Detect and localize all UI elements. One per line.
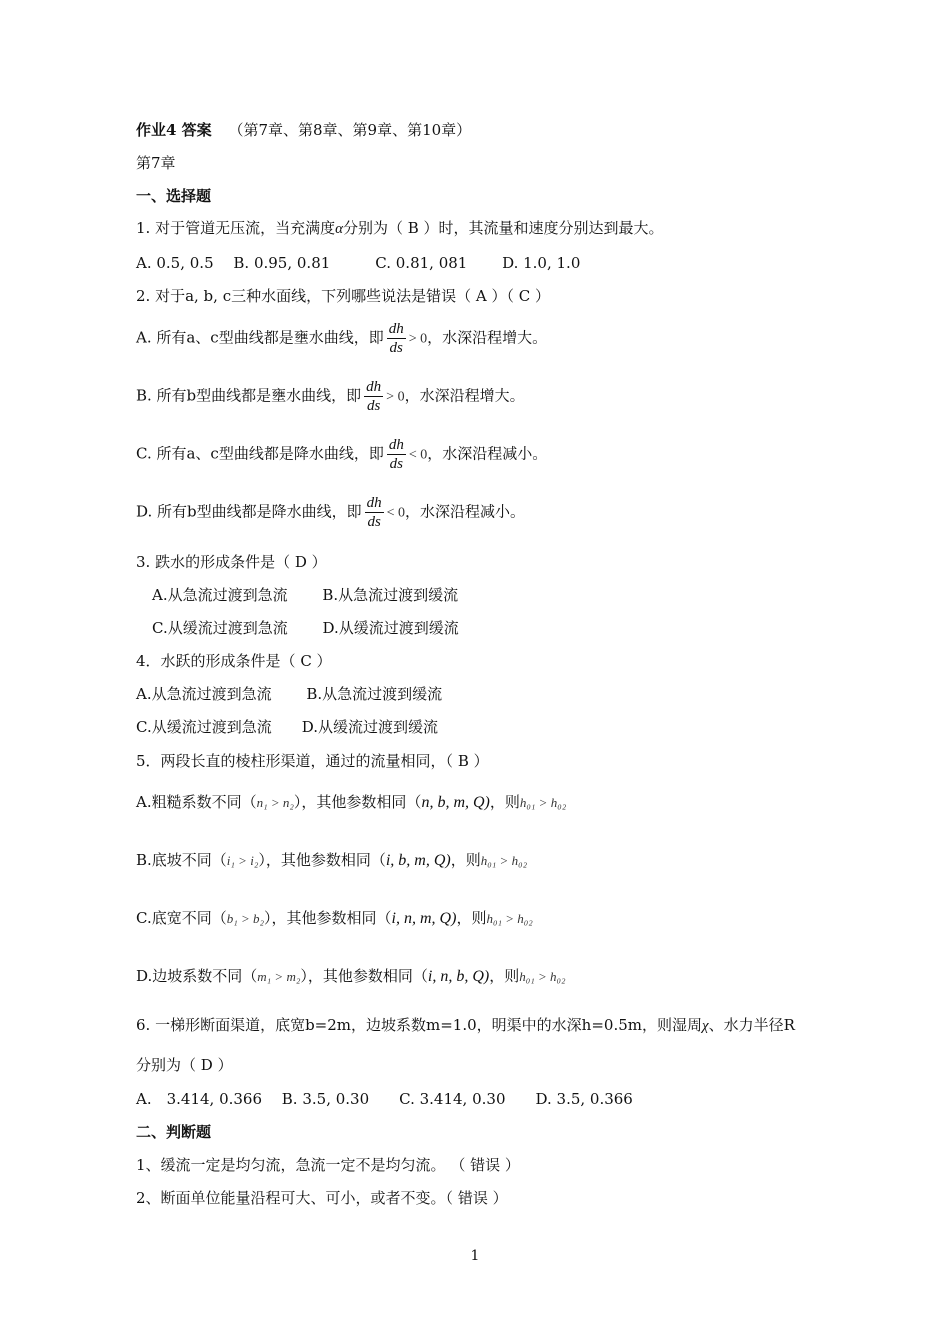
q4-options-cd: C.从缓流过渡到急流 D.从缓流过渡到缓流 xyxy=(136,718,438,736)
q1-options: A. 0.5, 0.5 B. 0.95, 0.81 C. 0.81, 081 D. 1.0, 1.0 xyxy=(136,254,581,272)
q5-b-text2: ），其他参数相同（ xyxy=(258,851,386,869)
q2-option-c xyxy=(136,436,547,473)
question-5: 5．两段长直的棱柱形渠道，通过的流量相同，（ B ） xyxy=(136,752,489,770)
q5-c-text2: ），其他参数相同（ xyxy=(264,909,392,927)
judge-item-1: 1、缓流一定是均匀流，急流一定不是均匀流。 （ 错误 ） xyxy=(136,1156,520,1174)
fraction-numerator: dh xyxy=(388,437,404,453)
q5-d-text: D.边坡系数不同（ xyxy=(136,967,258,985)
fraction-numerator: dh xyxy=(366,495,382,511)
q5-a-text: A.粗糙系数不同（ xyxy=(136,793,257,811)
q2-d-conclusion: ，水深沿程减小。 xyxy=(405,502,526,521)
q2-c-conclusion: ，水深沿程减小。 xyxy=(427,444,548,463)
question-3: 3. 跌水的形成条件是（ D ） xyxy=(136,553,327,571)
judge-item-2: 2、断面单位能量沿程可大、可小，或者不变。（ 错误 ） xyxy=(136,1189,508,1207)
question-4: 4．水跃的形成条件是（ C ） xyxy=(136,652,332,670)
q5-d-params: i, n, b, Q) xyxy=(427,968,490,985)
comparison: > 0 xyxy=(408,331,428,347)
q5-d-condition: m₁ > m₂ xyxy=(257,969,301,984)
comparison: > 0 xyxy=(386,389,405,405)
q5-b-params: i, b, m, Q) xyxy=(385,852,451,869)
q5-b-then: ，则 xyxy=(450,851,481,869)
dh-ds-fraction xyxy=(387,436,406,473)
title-main: 作业4 答案 xyxy=(136,121,212,139)
q5-c-params: i, n, m, Q) xyxy=(391,910,457,927)
q5-c-condition: b₁ > b₂ xyxy=(226,911,265,926)
question-1 xyxy=(136,218,664,239)
q2-option-a xyxy=(136,320,547,357)
chapter-heading: 第7章 xyxy=(136,154,176,172)
q6-options: A. 3.414, 0.366 B. 3.5, 0.30 C. 3.414, 0.30 D. 3.5, 0.366 xyxy=(136,1090,633,1108)
section-judge-heading: 二、判断题 xyxy=(136,1123,212,1141)
fraction-denominator: ds xyxy=(367,398,381,414)
q5-a-params: n, b, m, Q) xyxy=(421,794,490,811)
dh-ds-fraction xyxy=(364,378,383,415)
q5-d-then: ，则 xyxy=(489,967,520,985)
q2-b-conclusion: ，水深沿程增大。 xyxy=(404,386,525,405)
q1-rest: 分别为（ B ）时，其流量和速度分别达到最大。 xyxy=(342,219,664,237)
comparison: < 0 xyxy=(386,505,406,521)
q2-option-d xyxy=(136,494,525,531)
q5-c-text: C.底宽不同（ xyxy=(136,909,227,927)
fraction-numerator: dh xyxy=(366,379,382,395)
q5-option-c xyxy=(136,908,533,929)
q5-d-text2: ），其他参数相同（ xyxy=(300,967,428,985)
q5-b-text: B.底坡不同（ xyxy=(136,851,227,869)
alpha-symbol: α xyxy=(335,221,343,237)
h-comparison: h₀₁ > h₀₂ xyxy=(519,795,567,810)
q5-a-text2: ），其他参数相同（ xyxy=(293,793,422,811)
q5-option-a xyxy=(136,792,566,813)
document-title xyxy=(136,120,471,140)
q2-option-b xyxy=(136,378,525,415)
q2-a-conclusion: ，水深沿程增大。 xyxy=(427,328,548,347)
fraction-denominator: ds xyxy=(367,514,381,530)
question-6 xyxy=(136,1015,795,1036)
q5-a-then: ，则 xyxy=(489,793,520,811)
q2-b-text: B. 所有b型曲线都是壅水曲线，即 xyxy=(136,386,362,405)
q1-text: 1. 对于管道无压流，当充满度 xyxy=(136,219,336,237)
q4-options-ab: A.从急流过渡到急流 B.从急流过渡到缓流 xyxy=(136,685,443,703)
question-2: 2. 对于a, b, c三种水面线，下列哪些说法是错误（ A ）（ C ） xyxy=(136,287,550,305)
q6-text-end: 、水力半径R xyxy=(708,1016,795,1034)
q6-line2: 分别为（ D ） xyxy=(136,1056,233,1074)
h-comparison: h₀₁ > h₀₂ xyxy=(519,969,566,984)
q5-option-d xyxy=(136,966,566,987)
section-choice-heading: 一、选择题 xyxy=(136,187,212,205)
fraction-denominator: ds xyxy=(389,456,403,472)
q2-d-text: D. 所有b型曲线都是降水曲线，即 xyxy=(136,502,362,521)
comparison: < 0 xyxy=(408,447,428,463)
title-chapters: （第7章、第8章、第9章、第10章） xyxy=(228,121,472,139)
q6-text: 6. 一梯形断面渠道，底宽b=2m，边坡系数m=1.0，明渠中的水深h=0.5m，则湿周 xyxy=(136,1016,702,1034)
dh-ds-fraction xyxy=(387,320,406,357)
dh-ds-fraction xyxy=(365,494,384,531)
q5-b-condition: i₁ > i₂ xyxy=(226,853,259,868)
q5-c-then: ，则 xyxy=(456,909,487,927)
q3-options-cd: C.从缓流过渡到急流 D.从缓流过渡到缓流 xyxy=(152,619,459,637)
page-number: 1 xyxy=(470,1248,480,1264)
q2-a-text: A. 所有a、c型曲线都是壅水曲线，即 xyxy=(136,328,384,347)
h-comparison: h₀₁ > h₀₂ xyxy=(480,853,528,868)
chi-symbol: χ xyxy=(701,1018,709,1034)
q3-options-ab: A.从急流过渡到急流 B.从急流过渡到缓流 xyxy=(152,586,459,604)
q5-option-b xyxy=(136,850,527,871)
h-comparison: h₀₁ > h₀₂ xyxy=(486,911,533,926)
fraction-numerator: dh xyxy=(388,321,404,337)
q2-c-text: C. 所有a、c型曲线都是降水曲线，即 xyxy=(136,444,384,463)
fraction-denominator: ds xyxy=(389,340,403,356)
q5-a-condition: n₁ > n₂ xyxy=(256,795,294,810)
